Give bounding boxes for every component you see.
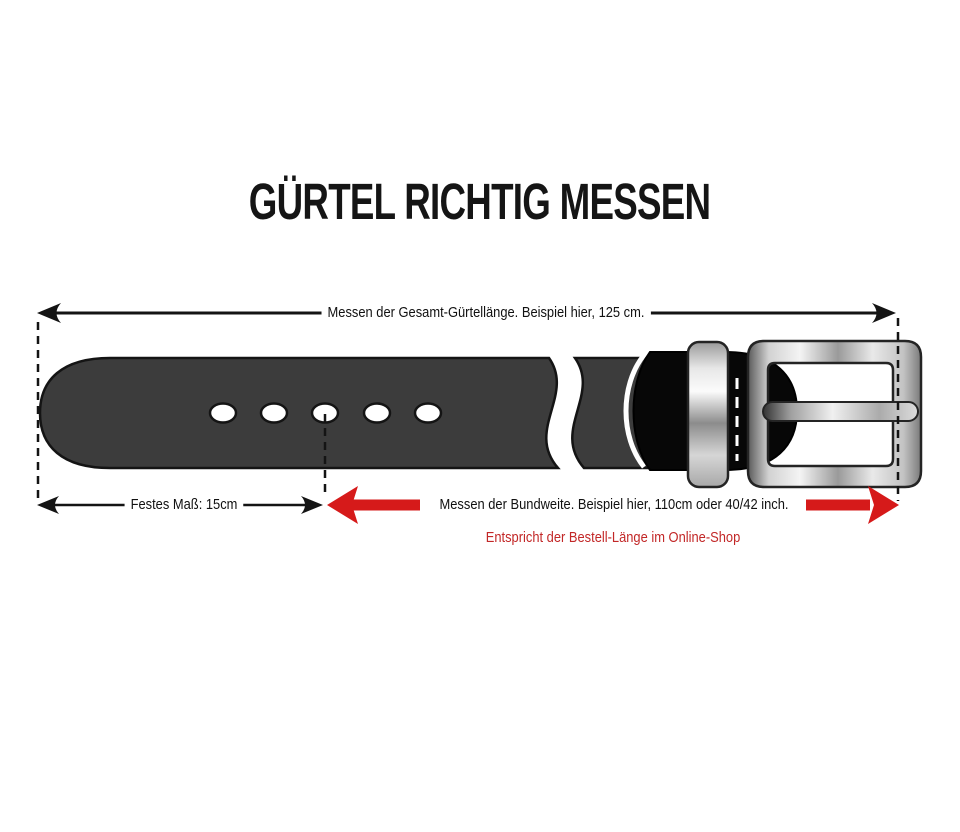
page-title-text: GÜRTEL RICHTIG MESSEN [249, 173, 711, 230]
red-arrow-tail [352, 500, 420, 511]
belt-hole [364, 404, 390, 423]
waist-measure-label: Messen der Bundweite. Beispiel hier, 110cm oder 40/42 inch. [433, 496, 794, 515]
waist-arrow-right-icon [806, 486, 899, 524]
order-length-note: Entspricht der Bestell-Länge im Online-Shop [485, 528, 741, 546]
belt-hole [261, 404, 287, 423]
total-length-label: Messen der Gesamt-Gürtellänge. Beispiel hier, 125 cm. [322, 304, 651, 323]
belt-keeper-loop [688, 342, 728, 487]
red-arrowhead [868, 486, 899, 524]
fixed-measure-label: Festes Maß: 15cm [125, 496, 244, 515]
page-title [0, 172, 960, 231]
belt-hole [210, 404, 236, 423]
belt-hole [415, 404, 441, 423]
belt-strap-left [40, 358, 558, 468]
buckle-prong [763, 402, 918, 421]
waist-arrow-left-icon [327, 486, 420, 524]
red-arrow-tail [806, 500, 870, 511]
